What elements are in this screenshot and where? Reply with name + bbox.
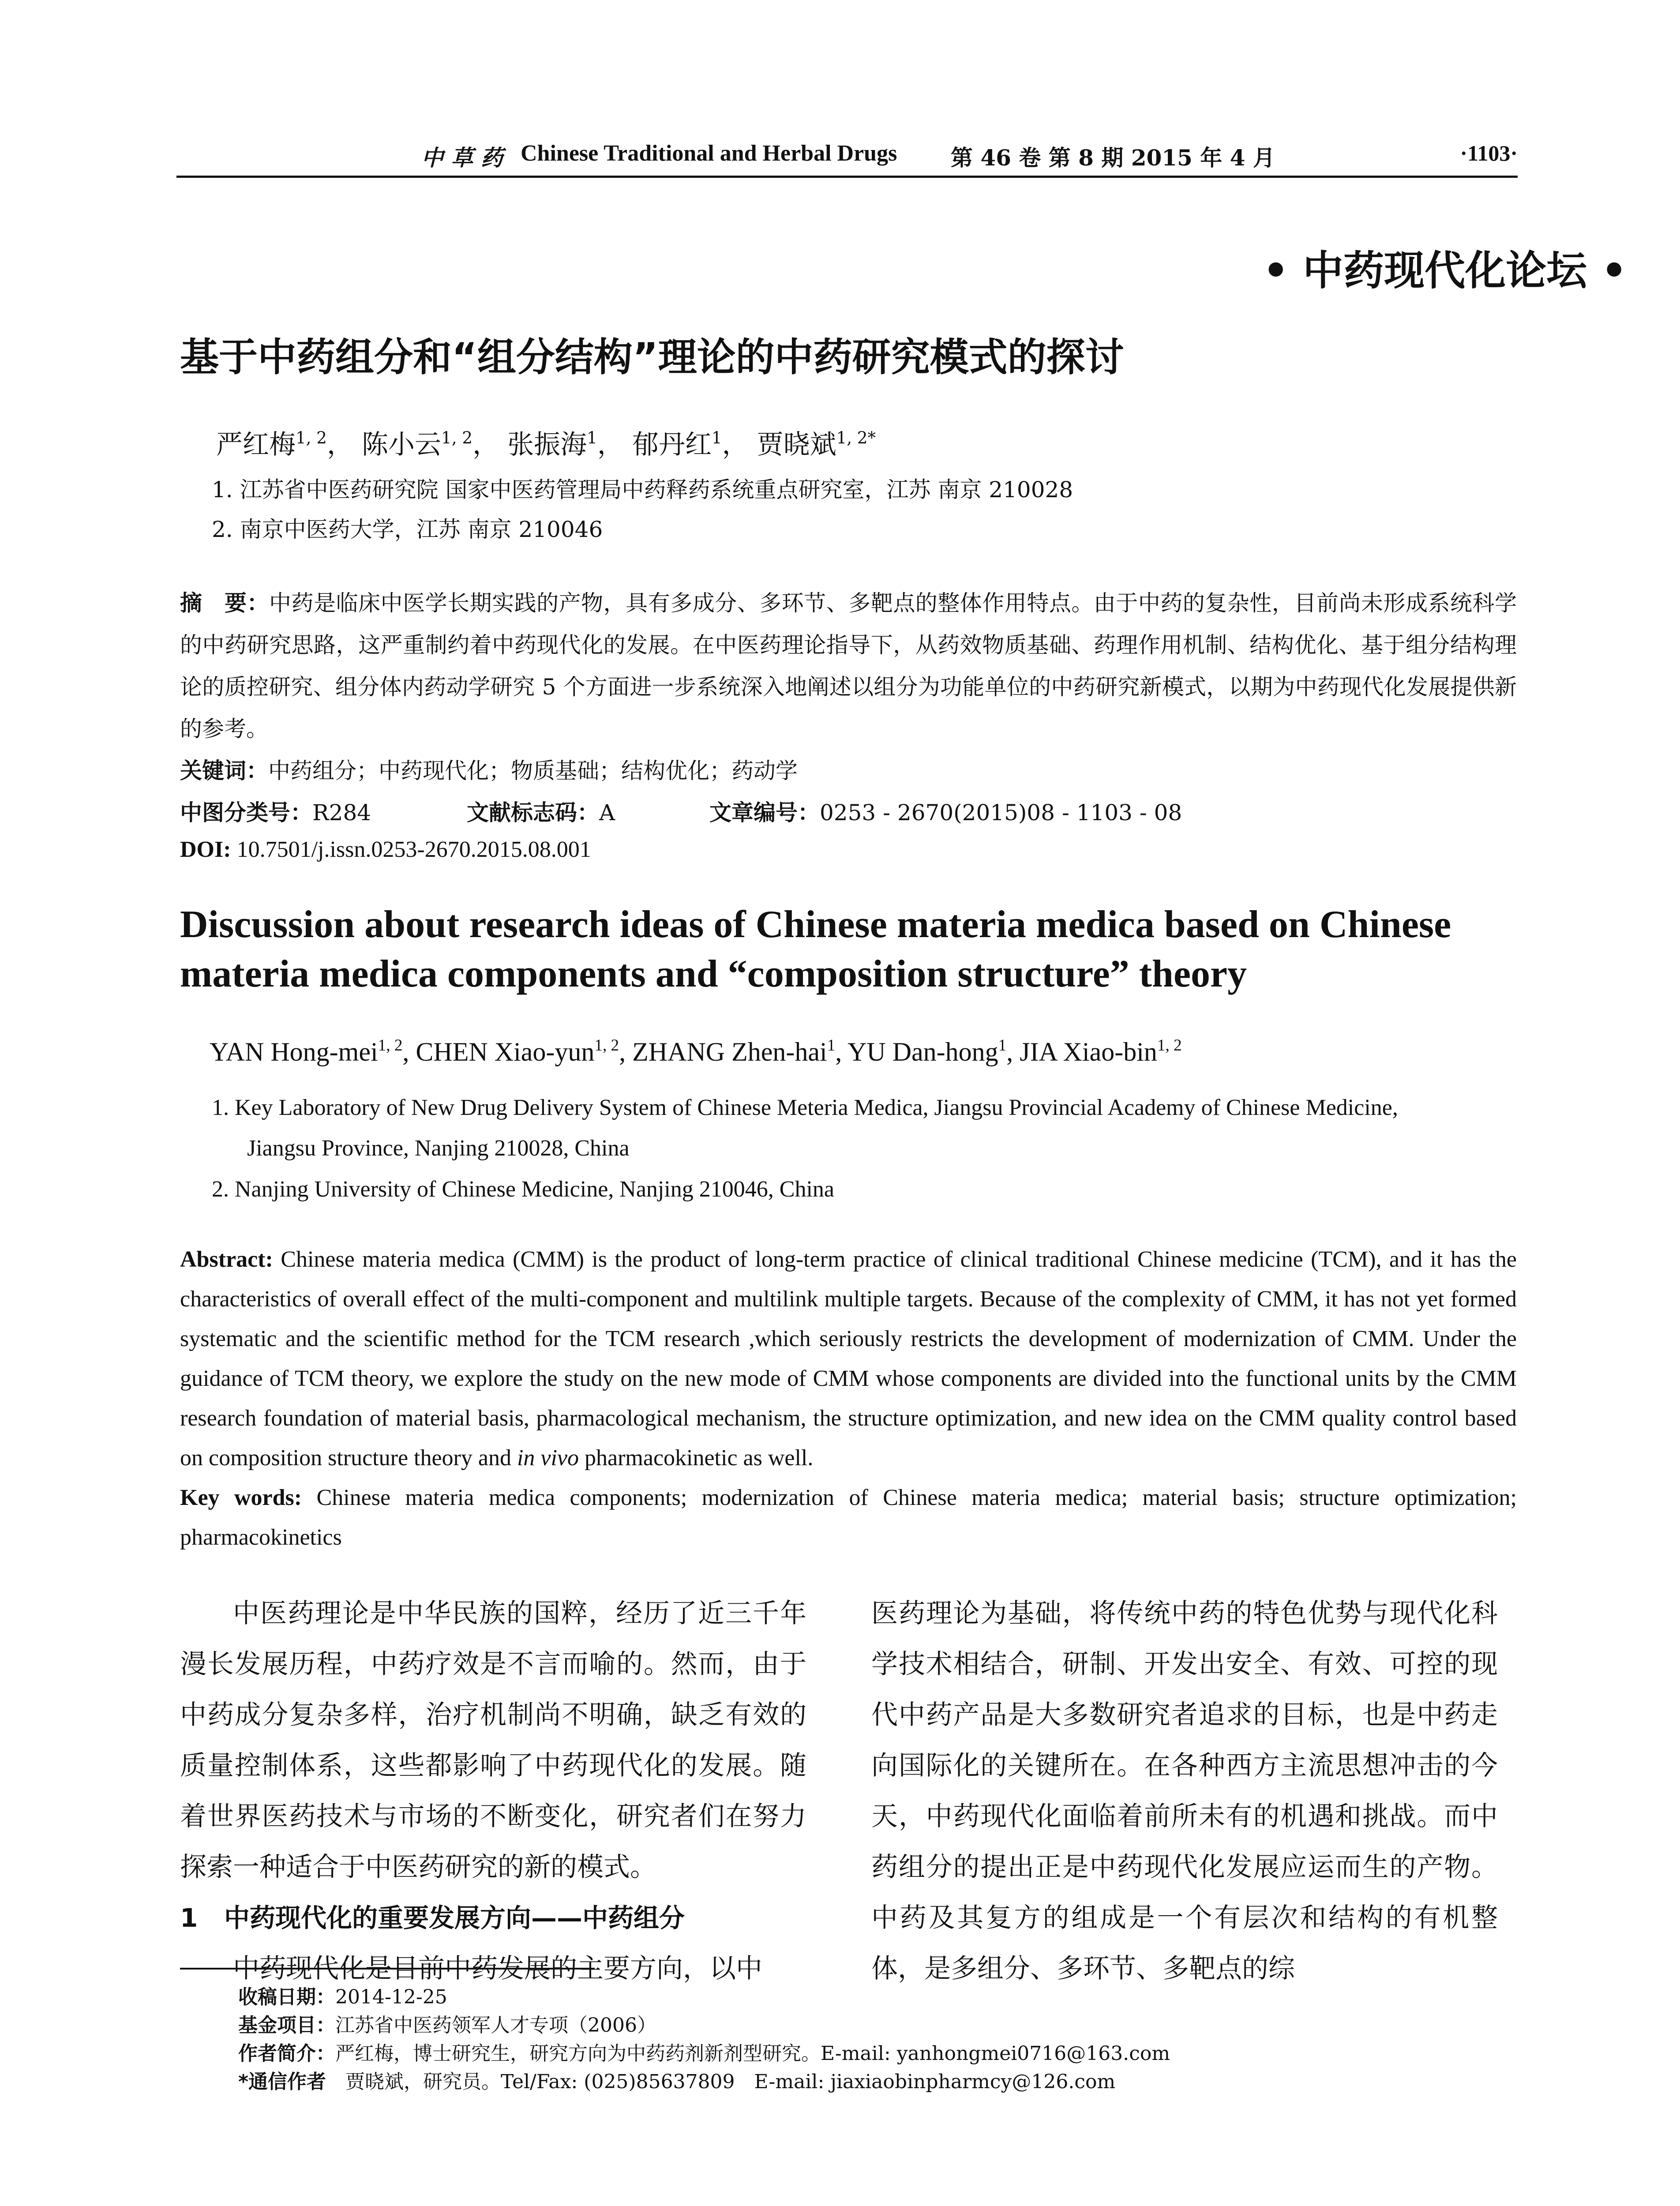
- header-rule: [176, 176, 1518, 178]
- doc-code-label: 文献标志码：: [467, 800, 599, 825]
- author-name: CHEN Xiao-yun: [416, 1037, 595, 1066]
- author-affil-mark: 1: [587, 428, 597, 448]
- author-affil-mark: 1: [711, 428, 722, 448]
- affiliation-line: Jiangsu Province, Nanjing 210028, China: [247, 1136, 630, 1161]
- footnote-author: [238, 2040, 1170, 2068]
- clc-label: 中图分类号：: [180, 800, 312, 825]
- doi-link[interactable]: 10.7501/j.issn.0253-2670.2015.08.001: [231, 837, 591, 862]
- english-keywords: [180, 1478, 1517, 1557]
- author-name: ZHANG Zhen-hai: [632, 1037, 827, 1066]
- footnote-fund: [238, 2011, 1170, 2040]
- abstract-text: 中药是临床中医学长期实践的产物，具有多成分、多环节、多靶点的整体作用特点。由于中药的复杂性，目前尚未形成系统科学的中药研究思路，这严重制约着中药现代化的发展。在中医药理论指导下，从药效物质基础、药理作用机制、结构优化、基于组分结构理论的质控研究、组分体内药动学研究 5 个方面进一步系统深入地阐述以组分为功能单位的中药研究新模式，以期为中药现代化发展提供新的参考。: [180, 590, 1517, 742]
- chinese-title: 基于中药组分和“组分结构”理论的中药研究模式的探讨: [180, 334, 1124, 380]
- classification-line: [180, 792, 1517, 834]
- section-heading: [180, 1893, 806, 1943]
- author-affil-mark: 1, 2: [1157, 1036, 1182, 1055]
- abstract-text: Chinese materia medica (CMM) is the product of long-term practice of clinical traditional Chinese medicine (TCM), and it has the characteristics of overall effect of the multi-component and multilink multiple targets. Because of the complexity of CMM, it has not yet formed systematic and the scientific method for the TCM research ,which seriously restricts the development of modernization of CMM. Under the guidance of TCM theory, we explore the study on the new mode of CMM whose components are divided into the functional units by the CMM research foundation of material basis, pharmacological mechanism, the structure optimization, and new idea on the CMM quality control based on composition structure theory and: [180, 1247, 1517, 1471]
- clc-value: R284: [312, 800, 371, 825]
- abstract-italic-term: in vivo: [517, 1445, 579, 1471]
- body-paragraph: 中药现代化是目前中药发展的主要方向，以中: [233, 1953, 762, 1984]
- author-affil-mark: 1, 2*: [836, 428, 876, 448]
- footnote-label: 作者简介：: [238, 2042, 335, 2065]
- footnote-text: 贾晓斌，研究员。Tel/Fax: (025)85637809 E-mail: jiaxiaobinpharmcy@126.com: [326, 2071, 1116, 2093]
- author-name: 郁丹红: [632, 429, 712, 460]
- author-affil-mark: 1, 2: [441, 428, 473, 448]
- author-name: 张振海: [507, 429, 587, 460]
- abstract-text-end: pharmacokinetic as well.: [579, 1445, 814, 1471]
- chinese-keywords: [180, 750, 1517, 792]
- chinese-affiliation-1: 1. 江苏省中医药研究院 国家中医药管理局中药释药系统重点研究室，江苏 南京 210028: [212, 477, 1073, 503]
- footnote-text: 江苏省中医药领军人才专项（2006）: [335, 2014, 656, 2037]
- abstract-label: Abstract:: [180, 1247, 273, 1272]
- running-header: [176, 140, 1518, 176]
- author-affil-mark: 1, 2: [296, 428, 327, 448]
- doc-code-value: A: [599, 800, 615, 825]
- affiliation-line: 1. Key Laboratory of New Drug Delivery System of Chinese Meteria Medica, Jiangsu Provincial Academy of Chinese Medicine,: [212, 1095, 1398, 1120]
- keywords-label: 关键词：: [180, 758, 268, 784]
- body-paragraph: 中医药理论是中华民族的国粹，经历了近三千年漫长发展历程，中药疗效是不言而喻的。然而，由于中药成分复杂多样，治疗机制尚不明确，缺乏有效的质量控制体系，这些都影响了中药现代化的发展。随着世界医药技术与市场的不断变化，研究者们在努力探索一种适合于中医药研究的新的模式。: [180, 1598, 806, 1883]
- section-title: 中药现代化的重要发展方向——中药组分: [224, 1903, 685, 1933]
- author-affil-mark: 1, 2: [594, 1036, 619, 1055]
- author-name: YAN Hong-mei: [210, 1037, 378, 1066]
- keywords-text: 中药组分；中药现代化；物质基础；结构优化；药动学: [268, 758, 798, 784]
- article-no-label: 文章编号：: [709, 800, 820, 825]
- author-affil-mark: 1: [998, 1036, 1007, 1055]
- chinese-abstract: [180, 582, 1517, 750]
- author-affil-mark: 1: [827, 1036, 836, 1055]
- doi-label: DOI:: [180, 837, 231, 862]
- footnote-rule: [180, 1968, 595, 1970]
- doi-line: [180, 829, 1517, 870]
- english-affiliation-1: [212, 1088, 1518, 1169]
- keywords-label: Key words:: [180, 1485, 302, 1510]
- english-abstract: [180, 1240, 1517, 1478]
- footnote-received: [238, 1983, 1170, 2011]
- journal-volume: 第 46 卷 第 8 期 2015 年 4 月: [951, 145, 1275, 171]
- body-paragraph: 医药理论为基础，将传统中药的特色优势与现代化科学技术相结合，研制、开发出安全、有效、可控的现代中药产品是大多数研究者追求的目标，也是中药走向国际化的关键所在。在各种西方主流思想冲击的今天，中药现代化面临着前所未有的机遇和挑战。而中药组分的提出正是中药现代化发展应运而生的产物。中药及其复方的组成是一个有层次和结构的有机整体，是多组分、多环节、多靶点的综: [871, 1598, 1498, 1984]
- chinese-affiliation-2: 2. 南京中医药大学，江苏 南京 210046: [212, 517, 603, 542]
- journal-brand: 中 草 药: [421, 145, 503, 171]
- english-authors: YAN Hong-mei$^{1, 2}$, CHEN Xiao-yun$^{1, 2}$, ZHANG Zhen-hai$^1$, YU Dan-hong$^1$, JIA Xiao-bin$^{1, 2}$: [210, 1036, 1182, 1066]
- page-number: ·1103·: [1460, 141, 1518, 165]
- body-column-left: [180, 1588, 806, 1994]
- body-column-right: [871, 1588, 1498, 1994]
- author-name: 陈小云: [362, 429, 442, 460]
- column-tag: • 中药现代化论坛 •: [1263, 247, 1627, 294]
- footnote-correspondence: [238, 2068, 1170, 2096]
- footnote-label: *通信作者: [238, 2071, 326, 2093]
- abstract-label: 摘 要：: [180, 590, 270, 616]
- english-affiliation-2: 2. Nanjing University of Chinese Medicine, Nanjing 210046, China: [212, 1177, 835, 1202]
- section-number: 1: [180, 1903, 198, 1933]
- footnote-label: 收稿日期：: [238, 1986, 335, 2008]
- keywords-text: Chinese materia medica components; modernization of Chinese materia medica; material basis; structure optimization; pharmacokinetics: [180, 1485, 1517, 1550]
- author-name: YU Dan-hong: [848, 1037, 998, 1066]
- chinese-authors: 严红梅$^{1, 2}$， 陈小云$^{1, 2}$， 张振海$^1$， 郁丹红$^1$， 贾晓斌$^{1, 2*}$: [216, 428, 876, 460]
- author-affil-mark: 1, 2: [378, 1036, 403, 1055]
- footnote-text: 严红梅，博士研究生，研究方向为中药药剂新剂型研究。E-mail: yanhongmei0716@163.com: [335, 2042, 1170, 2065]
- article-no-value: 0253 - 2670(2015)08 - 1103 - 08: [820, 800, 1182, 825]
- footnote-label: 基金项目：: [238, 2014, 335, 2037]
- english-title: Discussion about research ideas of Chinese materia medica based on Chinese materia medica components and “composition structure” theory: [180, 903, 1451, 995]
- author-name: 严红梅: [216, 429, 296, 460]
- footnotes: [238, 1983, 1170, 2096]
- author-name: JIA Xiao-bin: [1020, 1037, 1157, 1066]
- footnote-text: 2014-12-25: [335, 1986, 447, 2008]
- author-name: 贾晓斌: [757, 429, 836, 460]
- journal-title: Chinese Traditional and Herbal Drugs: [521, 141, 897, 166]
